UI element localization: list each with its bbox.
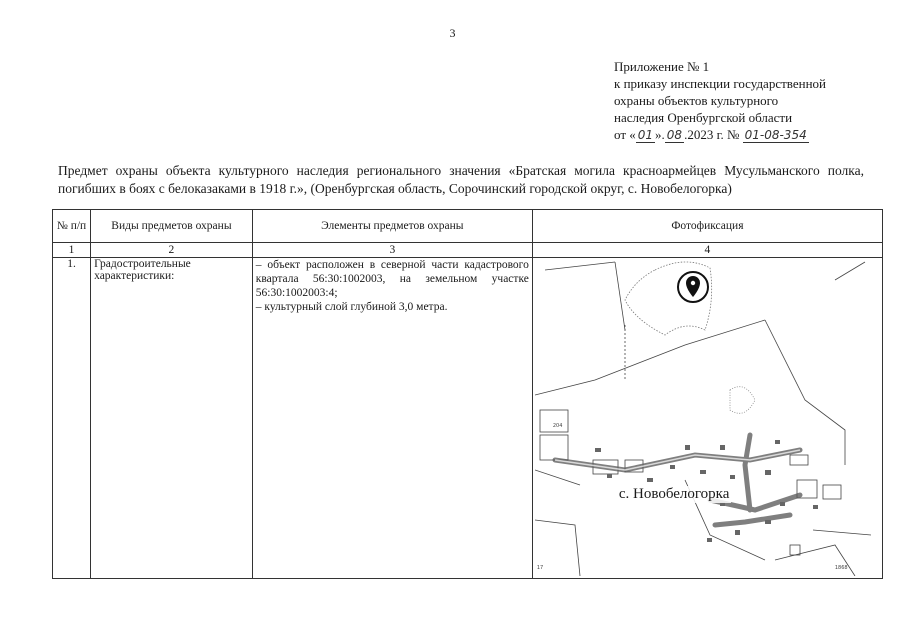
appendix-line-3: охраны объектов культурного xyxy=(614,93,779,108)
protection-subject-text: Предмет охраны объекта культурного наследия регионального значения «Братская могила красноармейцев Мусульманского полка, погибших в боях с белоказаками в 1918 г.», (Оренбургская область, Сорочинский городской округ, с. Новобелогорка) xyxy=(58,163,864,196)
table-row xyxy=(53,258,883,579)
appendix-line-2: к приказу инспекции государственной xyxy=(614,76,826,91)
order-number-handwritten: 01-08-354 xyxy=(744,128,807,142)
date-day-handwritten: 01 xyxy=(637,128,654,142)
appendix-title: Приложение № 1 xyxy=(614,59,710,74)
element-cultural-layer: – культурный слой глубиной 3,0 метра. xyxy=(255,301,448,313)
cadastral-map xyxy=(535,260,871,576)
table-column-numbers xyxy=(53,243,883,258)
column-number-2: 2 xyxy=(91,243,253,258)
header-number: № п/п xyxy=(53,210,91,243)
header-photo: Фотофиксация xyxy=(532,210,882,243)
row-type: Градостроительные характеристики: xyxy=(91,258,253,579)
header-elements: Элементы предметов охраны xyxy=(252,210,532,243)
table-header-row xyxy=(53,210,883,243)
row-elements xyxy=(252,258,532,579)
page-number: 3 xyxy=(449,26,456,40)
date-prefix: от « xyxy=(614,127,636,142)
appendix-line-4: наследия Оренбургской области xyxy=(614,110,793,125)
row-index: 1. xyxy=(53,258,91,579)
date-year: .2023 г. № xyxy=(684,127,740,142)
map-drawing xyxy=(535,260,871,576)
map-lot-17: 17 xyxy=(536,565,544,571)
map-lot-204: 204 xyxy=(552,423,563,429)
map-village-label: с. Новобелогорка xyxy=(618,486,730,502)
date-month-handwritten: 08 xyxy=(666,128,683,142)
protection-table xyxy=(52,209,883,579)
column-number-3: 3 xyxy=(252,243,532,258)
date-sep: ». xyxy=(655,127,665,142)
appendix-header xyxy=(614,58,894,144)
appendix-date-line xyxy=(614,126,894,144)
element-location: – объект расположен в северной части кадастрового квартала 56:30:1002003, на земельном участке 56:30:1002003:4; xyxy=(255,259,529,299)
column-number-1: 1 xyxy=(53,243,91,258)
column-number-4: 4 xyxy=(532,243,882,258)
map-lot-1868: 1868 xyxy=(834,565,848,571)
row-photo xyxy=(532,258,882,579)
header-types: Виды предметов охраны xyxy=(91,210,253,243)
